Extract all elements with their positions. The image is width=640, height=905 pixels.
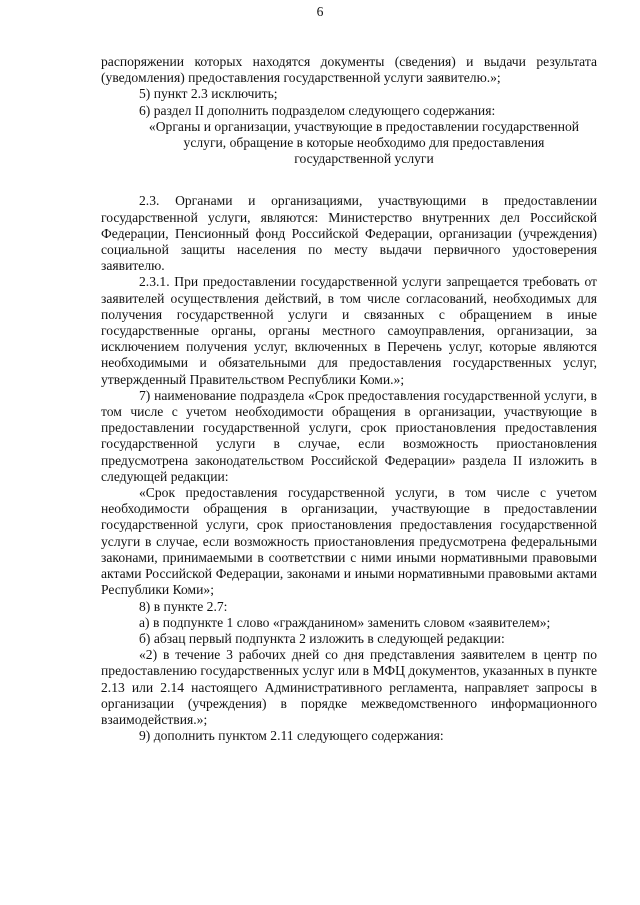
- paragraph-item-6: 6) раздел II дополнить подразделом следующего содержания:: [139, 102, 496, 118]
- paragraph-2-3-1: 2.3.1. При предоставлении государственной услуги запрещается требовать от заявителей осуществления действий, в том числе согласований, необходимых для получения государственной услуги и связанных с обращением в иные государственные органы, органы местного самоуправления, организации, за исключением получения услуг, включенных в Перечень услуг, которые являются необходимыми и обязательными для предоставления государственных услуг, утвержденный Правительством Республики Коми.»;: [101, 274, 597, 387]
- paragraph-item-5: 5) пункт 2.3 исключить;: [139, 86, 278, 102]
- paragraph-item-8b: б) абзац первый подпункта 2 изложить в следующей редакции:: [139, 630, 505, 646]
- subsection-heading: «Органы и организации, участвующие в предоставлении государственной услуги, обращение в которые необходимо для предоставления государственной услуги: [148, 118, 580, 167]
- paragraph-quote-2: «2) в течение 3 рабочих дней со дня представления заявителем в центр по предоставлению государственных услуг или в МФЦ документов, указанных в пункте 2.13 или 2.14 настоящего Административного регламента, направляет запросы в организации (учреждения) в порядке межведомственного информационного взаимодействия.»;: [101, 647, 597, 727]
- spacer: [101, 167, 597, 193]
- paragraph-new-title: «Срок предоставления государственной услуги, в том числе с учетом необходимости обращения в организации, участвующие в предоставлении государственной услуги, срок приостановления предоставления государственной услуги в случае, если возможность приостановления предусмотрена федеральными законами, принимаемыми в соответствии с ними иными нормативными правовыми актами Российской Федерации, законами и иными нормативными правовыми актами Республики Коми»;: [101, 485, 597, 598]
- paragraph-2-3: 2.3. Органами и организациями, участвующими в предоставлении государственной услуги, являются: Министерство внутренних дел Российской Федерации, Пенсионный фонд Российской Федерации, организации (учреждения) социальной защиты населения по месту выдачи первичного удостоверения заявителю.: [101, 193, 597, 274]
- paragraph-item-8a: а) в подпункте 1 слово «гражданином» заменить словом «заявителем»;: [139, 614, 551, 630]
- paragraph-item-9: 9) дополнить пунктом 2.11 следующего содержания:: [139, 728, 444, 744]
- document-body: [101, 54, 597, 744]
- paragraph-continuation: распоряжении которых находятся документы (сведения) и выдачи результата (уведомления) предоставления государственной услуги заявителю.»;: [101, 54, 597, 86]
- page-number: 6: [316, 4, 324, 19]
- paragraph-item-8: 8) в пункте 2.7:: [139, 598, 228, 614]
- paragraph-item-7: 7) наименование подраздела «Срок предоставления государственной услуги, в том числе с учетом необходимости обращения в организации, участвующие в предоставлении государственной услуги, срок приостановления предоставления государственной услуги в случае, если возможность приостановления предусмотрена законодательством Российской Федерации» раздела II изложить в следующей редакции:: [101, 387, 597, 484]
